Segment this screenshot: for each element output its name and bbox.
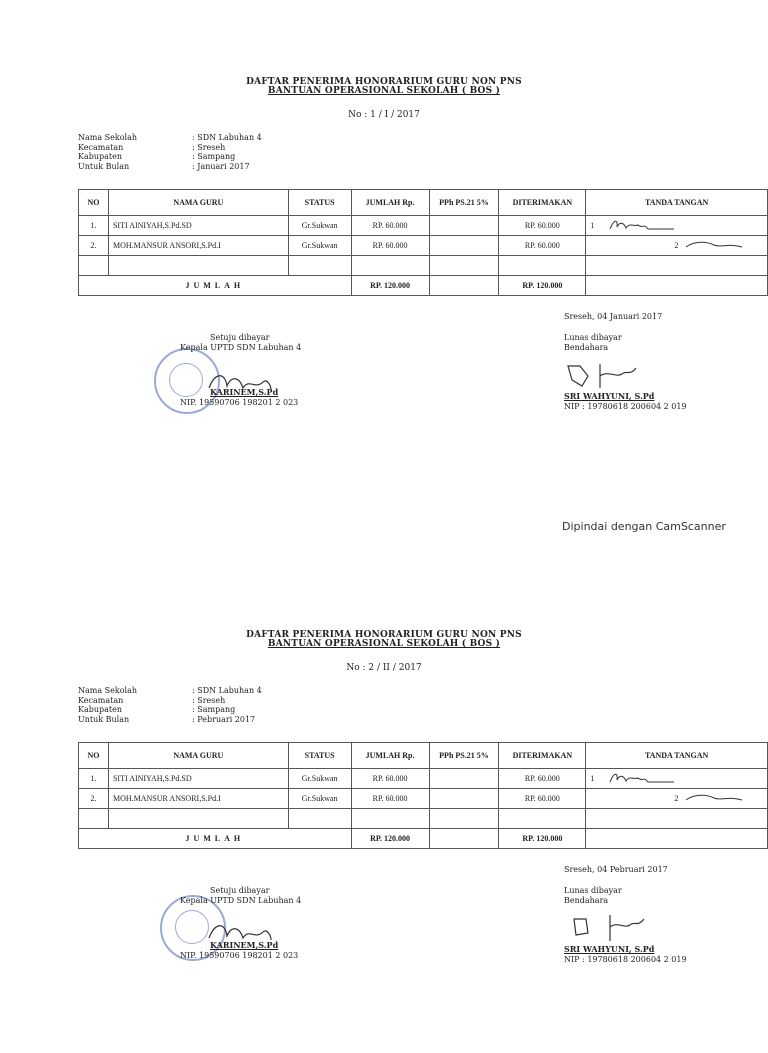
cell-no: 2. xyxy=(79,236,109,256)
cell-jumlah: RP. 60.000 xyxy=(351,769,429,789)
header-pph: PPh PS.21 5% xyxy=(429,743,499,769)
cell-signature xyxy=(586,236,768,256)
info-value: : Sampang xyxy=(192,705,236,714)
signature-number: 2 xyxy=(674,241,679,250)
total-jumlah: RP. 120.000 xyxy=(351,276,429,296)
table-row xyxy=(79,216,768,236)
cell-nama: MOH.MANSUR ANSORI,S.Pd.I xyxy=(108,789,288,809)
cell-status: Gr.Sukwan xyxy=(288,216,351,236)
handwritten-signature-icon xyxy=(570,911,650,945)
header-nama: NAMA GURU xyxy=(108,743,288,769)
treasurer-nip: NIP : 19780618 200604 2 019 xyxy=(564,401,687,411)
approver-nip: NIP. 19590706 198201 2 023 xyxy=(180,950,299,960)
document-page-1 xyxy=(0,0,768,500)
treasurer-position: Bendahara xyxy=(564,895,609,905)
info-label: Nama Sekolah xyxy=(78,686,138,695)
total-jumlah: RP. 120.000 xyxy=(351,829,429,849)
cell-diterimakan: RP. 60.000 xyxy=(499,236,586,256)
header-no: NO xyxy=(79,743,109,769)
approver-name: KARINEM,S.Pd xyxy=(210,387,279,397)
header-jumlah: JUMLAH Rp. xyxy=(351,743,429,769)
document-page-2 xyxy=(0,553,768,1053)
info-value: : Januari 2017 xyxy=(192,161,250,171)
treasurer-position: Bendahara xyxy=(564,342,609,352)
header-diterimakan: DITERIMAKAN xyxy=(499,743,586,769)
total-diterimakan: RP. 120.000 xyxy=(499,829,586,849)
cell-signature xyxy=(586,216,768,236)
approver-nip: NIP. 19590706 198201 2 023 xyxy=(180,397,299,407)
cell-signature xyxy=(586,769,768,789)
cell-jumlah: RP. 60.000 xyxy=(351,236,429,256)
cell-no: 1. xyxy=(79,216,109,236)
approver-name: KARINEM,S.Pd xyxy=(210,940,279,950)
cell-status: Gr.Sukwan xyxy=(288,769,351,789)
total-label: JUMLAH xyxy=(79,276,352,296)
info-label: Untuk Bulan xyxy=(78,161,130,171)
cell-no: 1. xyxy=(79,769,109,789)
header-status: STATUS xyxy=(288,190,351,216)
info-value: : Sreseh xyxy=(192,142,226,152)
header-diterimakan: DITERIMAKAN xyxy=(499,190,586,216)
treasurer-name: SRI WAHYUNI, S.Pd xyxy=(564,944,655,954)
header-no: NO xyxy=(79,190,109,216)
approval-label: Setuju dibayar xyxy=(210,333,270,342)
cell-pph xyxy=(429,789,499,809)
info-label: Kabupaten xyxy=(78,152,123,161)
table-row xyxy=(79,789,768,809)
cell-jumlah: RP. 60.000 xyxy=(351,216,429,236)
cell-nama: SITI AINIYAH,S.Pd.SD xyxy=(108,216,288,236)
table-row xyxy=(79,236,768,256)
info-value: : SDN Labuhan 4 xyxy=(192,686,262,695)
cell-pph xyxy=(429,236,499,256)
signature-number: 1 xyxy=(590,774,595,783)
table-row xyxy=(79,809,768,829)
cell-pph xyxy=(429,216,499,236)
cell-pph xyxy=(429,769,499,789)
info-label: Kabupaten xyxy=(78,705,123,714)
cell-no: 2. xyxy=(79,789,109,809)
cell-diterimakan: RP. 60.000 xyxy=(499,789,586,809)
doc-number: No : 2 / II / 2017 xyxy=(346,663,422,673)
approval-label: Setuju dibayar xyxy=(210,886,270,895)
info-value: : Pebruari 2017 xyxy=(192,714,256,724)
cell-jumlah: RP. 60.000 xyxy=(351,789,429,809)
doc-subtitle: BANTUAN OPERASIONAL SEKOLAH ( BOS ) xyxy=(267,639,501,649)
cell-nama: MOH.MANSUR ANSORI,S.Pd.I xyxy=(108,236,288,256)
cell-signature xyxy=(586,789,768,809)
total-row xyxy=(79,276,768,296)
total-label: JUMLAH xyxy=(79,829,352,849)
cell-nama: SITI AINIYAH,S.Pd.SD xyxy=(108,769,288,789)
info-label: Kecamatan xyxy=(78,142,124,152)
honorarium-table xyxy=(78,189,768,296)
doc-number: No : 1 / I / 2017 xyxy=(348,110,420,120)
header-pph: PPh PS.21 5% xyxy=(429,190,499,216)
total-row xyxy=(79,829,768,849)
handwritten-signature-icon xyxy=(608,770,678,788)
cell-diterimakan: RP. 60.000 xyxy=(499,769,586,789)
treasurer-name: SRI WAHYUNI, S.Pd xyxy=(564,391,655,401)
approval-position: Kepala UPTD SDN Labuhan 4 xyxy=(180,895,302,905)
header-status: STATUS xyxy=(288,743,351,769)
place-date: Sreseh, 04 Januari 2017 xyxy=(564,312,663,321)
total-diterimakan: RP. 120.000 xyxy=(499,276,586,296)
handwritten-signature-icon xyxy=(608,217,678,235)
header-tanda-tangan: TANDA TANGAN xyxy=(586,743,768,769)
table-header-row xyxy=(79,190,768,216)
header-jumlah: JUMLAH Rp. xyxy=(351,190,429,216)
cell-status: Gr.Sukwan xyxy=(288,236,351,256)
doc-subtitle: BANTUAN OPERASIONAL SEKOLAH ( BOS ) xyxy=(267,86,501,96)
honorarium-table xyxy=(78,742,768,849)
info-label: Kecamatan xyxy=(78,695,124,705)
school-info xyxy=(78,686,262,724)
info-value: : Sreseh xyxy=(192,695,226,705)
handwritten-signature-icon xyxy=(205,918,275,948)
payment-label: Lunas dibayar xyxy=(564,886,622,895)
signature-number: 2 xyxy=(674,794,679,803)
doc-title: DAFTAR PENERIMA HONORARIUM GURU NON PNS xyxy=(246,77,522,87)
doc-title: DAFTAR PENERIMA HONORARIUM GURU NON PNS xyxy=(246,630,522,640)
header-tanda-tangan: TANDA TANGAN xyxy=(586,190,768,216)
handwritten-signature-icon xyxy=(564,360,644,392)
info-label: Nama Sekolah xyxy=(78,133,138,142)
signature-number: 1 xyxy=(590,221,595,230)
info-label: Untuk Bulan xyxy=(78,714,130,724)
approval-position: Kepala UPTD SDN Labuhan 4 xyxy=(180,342,302,352)
handwritten-signature-icon xyxy=(205,368,275,398)
camscanner-watermark: Dipindai dengan CamScanner xyxy=(562,520,726,533)
info-value: : SDN Labuhan 4 xyxy=(192,133,262,142)
place-date: Sreseh, 04 Pebruari 2017 xyxy=(564,865,668,874)
table-row xyxy=(79,769,768,789)
cell-diterimakan: RP. 60.000 xyxy=(499,216,586,236)
table-row xyxy=(79,256,768,276)
info-value: : Sampang xyxy=(192,152,236,161)
handwritten-signature-icon xyxy=(684,792,744,806)
header-nama: NAMA GURU xyxy=(108,190,288,216)
treasurer-nip: NIP : 19780618 200604 2 019 xyxy=(564,954,687,964)
table-header-row xyxy=(79,743,768,769)
cell-status: Gr.Sukwan xyxy=(288,789,351,809)
payment-label: Lunas dibayar xyxy=(564,333,622,342)
handwritten-signature-icon xyxy=(684,239,744,253)
school-info xyxy=(78,133,262,171)
